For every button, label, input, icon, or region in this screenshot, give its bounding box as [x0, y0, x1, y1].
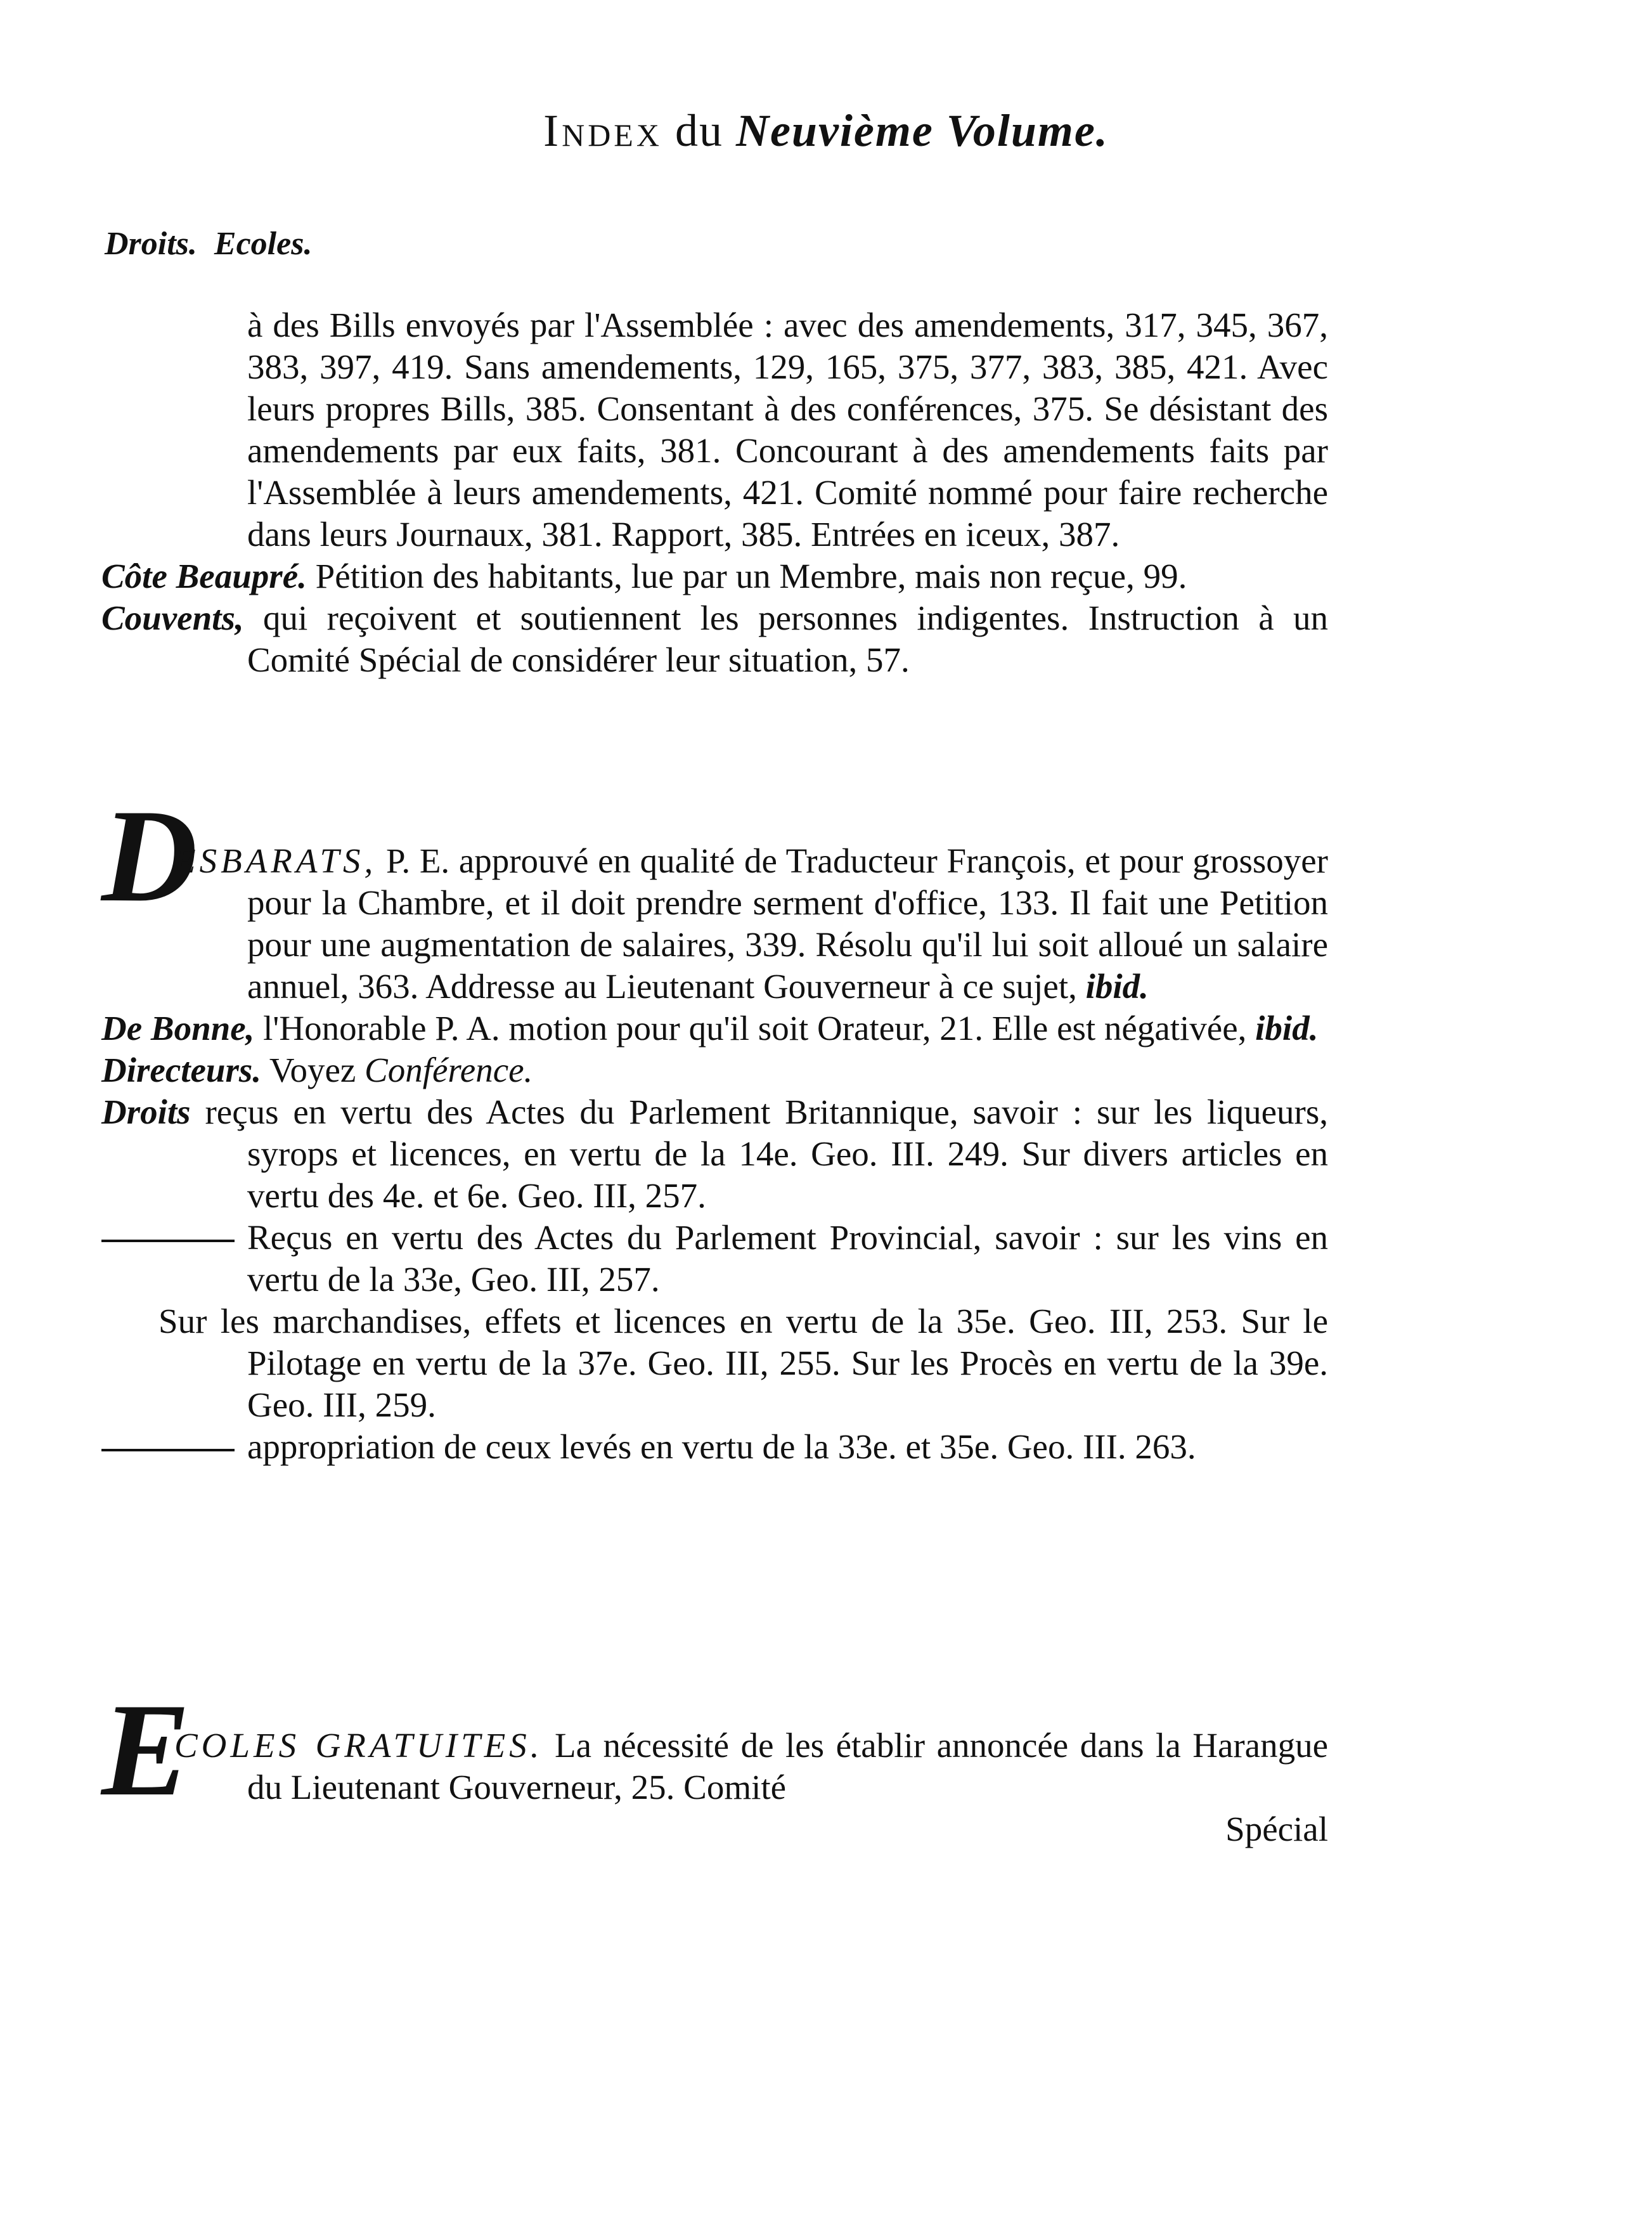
drop-initial-d: D	[101, 782, 198, 930]
entry-head: COLES GRATUITES.	[174, 1726, 543, 1765]
entry-voyez: Voyez	[269, 1051, 356, 1089]
title-du: du	[674, 105, 723, 156]
entry-desbarats	[101, 840, 1328, 1468]
entry-head: Directeurs.	[101, 1051, 262, 1089]
entry-head: ESBARATS,	[174, 841, 377, 880]
entry-text: Pétition des habitants, lue par un Membre, mais non reçue, 99.	[315, 557, 1187, 595]
em-dash-rule	[101, 1449, 235, 1451]
entry-text: La nécessité de les établir annoncée dans la Harangue du Lieutenant Gouverneur, 25. Comité	[247, 1726, 1329, 1806]
entry-ibid: ibid.	[1255, 1009, 1319, 1047]
index-block-1	[101, 304, 1328, 681]
entry-head: De Bonne,	[101, 1009, 255, 1047]
entry-head: Droits	[101, 1093, 191, 1131]
em-dash-rule	[101, 1240, 235, 1242]
entry-text: Reçus en vertu des Actes du Parlement Provincial, savoir : sur les vins en vertu de la 33e, Geo. III, 257.	[247, 1218, 1328, 1299]
entry-text: l'Honorable P. A. motion pour qu'il soit Orateur, 21. Elle est négativée,	[263, 1009, 1247, 1047]
entry-ref: Conférence.	[365, 1051, 533, 1089]
entry-droits	[101, 1091, 1328, 1217]
entry-droits-sub3	[101, 1426, 1328, 1468]
entry-text: P. E. approuvé en qualité de Traducteur François, et pour grossoyer pour la Chambre, et il doit prendre serment d'office, 133. Il fait une Petition pour une augmentation de salaires, 339. Résolu qu'il lui soit alloué un salaire annuel, 363. Addresse au Lieutenant Gouverneur à ce sujet,	[247, 841, 1328, 1006]
entry-de-bonne	[101, 1008, 1328, 1049]
catchword: Spécial	[1225, 1810, 1328, 1848]
running-head: Droits. Ecoles.	[105, 226, 313, 262]
entry-directeurs	[101, 1049, 1328, 1091]
title-index: Index	[543, 105, 662, 156]
entry-ibid: ibid.	[1085, 967, 1149, 1006]
page-title	[0, 105, 1652, 157]
entry-cote-beaupre	[101, 555, 1328, 597]
entry-continuation: à des Bills envoyés par l'Assemblée : avec des amendements, 317, 345, 367, 383, 397, 419. Sans amendements, 129, 165, 375, 377, 383, 385, 421. Avec leurs propres Bills, 385. Consentant à des conférences, 375. Se désistant des amendements par eux faits, 381. Concourant à des amendements faits par l'Assemblée à leurs amendements, 421. Comité nommé pour faire recherche dans leurs Journaux, 381. Rapport, 385. Entrées en iceux, 387.	[247, 306, 1328, 554]
entry-droits-sub2: Sur les marchandises, effets et licences en vertu de la 35e. Geo. III, 253. Sur le Pilotage en vertu de la 37e. Geo. III, 255. Sur les Procès en vertu de la 39e. Geo. III, 259.	[158, 1302, 1328, 1424]
entry-ecoles	[101, 1725, 1328, 1850]
drop-initial-e: E	[101, 1676, 191, 1824]
entry-text: qui reçoivent et soutiennent les personnes indigentes. Instruction à un Comité Spécial de considérer leur situation, 57.	[247, 599, 1329, 679]
entry-couvents	[101, 597, 1328, 681]
title-volume: Neuvième Volume.	[735, 105, 1109, 156]
entry-text: appropriation de ceux levés en vertu de la 33e. et 35e. Geo. III. 263.	[247, 1427, 1196, 1466]
entry-head: Côte Beaupré.	[101, 557, 307, 595]
entry-text: reçus en vertu des Actes du Parlement Britannique, savoir : sur les liqueurs, syrops et licences, en vertu de la 14e. Geo. III. 249. Sur divers articles en vertu des 4e. et 6e. Geo. III, 257.	[205, 1093, 1328, 1215]
entry-droits-sub1	[101, 1217, 1328, 1300]
entry-head: Couvents,	[101, 599, 244, 637]
